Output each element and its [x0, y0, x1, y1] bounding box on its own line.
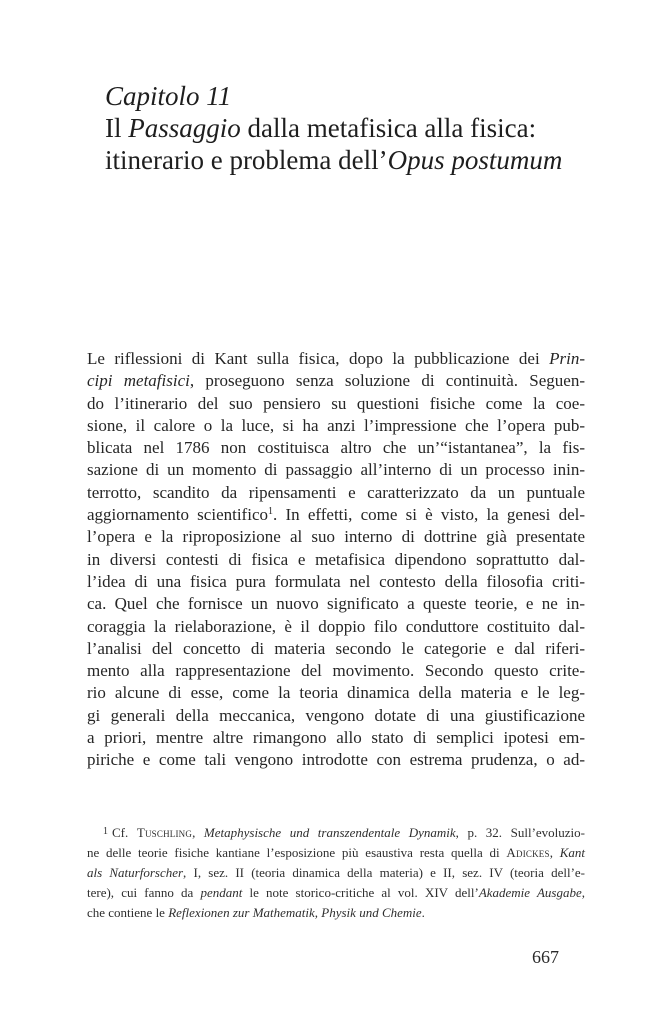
body-line: piriche e come tali vengono introdotte con estrema prudenza, o ad- [87, 750, 585, 770]
footnote-number: 1 [103, 826, 108, 837]
body-line: a priori, mentre altre rimangono allo stato di semplici ipotesi em- [87, 728, 585, 748]
body-line: do l’itinerario del suo pensiero su questioni fisiche come la coe- [87, 393, 585, 413]
body-line: aggiornamento scientifico$^1$. In effetti, come si è visto, la genesi del- [87, 505, 586, 525]
body-line: terrotto, scandito da ripensamenti e caratterizzato da un puntuale [87, 482, 585, 502]
chapter-title-line-1: Il Passaggio dalla metafisica alla fisica: [105, 113, 537, 143]
body-line: coraggia la rielaborazione, è il doppio filo conduttore costituito dal- [87, 616, 585, 636]
footnote-line: als Naturforscher, I, sez. II (teoria dinamica della materia) e II, sez. IV (teoria dell’e- [87, 865, 585, 880]
chapter-heading [105, 80, 625, 176]
footnote-line: che contiene le Reflexionen zur Mathematik, Physik und Chemie. [87, 905, 425, 920]
footnote [87, 823, 585, 923]
body-line: ca. Quel che fornisce un nuovo significato a queste teorie, e ne in- [87, 594, 585, 614]
body-line: blicata nel 1786 non costituisca altro che un’“istantanea”, la fis- [87, 438, 585, 458]
body-line: sione, il calore o la luce, si ha anzi l’impressione che l’opera pub- [87, 415, 585, 435]
body-line: mento alla rappresentazione del movimento. Secondo questo crite- [87, 661, 585, 681]
body-line: rio alcune di esse, come la teoria dinamica della materia e le leg- [87, 683, 585, 703]
page-number: 667 [532, 947, 559, 967]
body-line: in diversi contesti di fisica e metafisica dipendono soprattutto dal- [87, 549, 585, 569]
body-line: l’idea di una fisica pura formulata nel contesto della filosofia criti- [87, 571, 585, 591]
body-paragraph [87, 348, 585, 772]
footnote-line: ne delle teorie fisiche kantiane l’esposizione più esaustiva resta quella di Adickes, Kant [87, 845, 586, 860]
chapter-label: Capitolo 11 [105, 81, 232, 111]
body-line: l’opera e la riproposizione al suo interno di dottrine già presentate [87, 527, 585, 547]
body-line: gi generali della meccanica, vengono dotate di una giustificazione [87, 705, 585, 725]
footnote-reference[interactable]: 1 [268, 506, 273, 518]
footnote-line: tere), cui fanno da pendant le note storico-critiche al vol. XIV dell’Akademie Ausgabe, [87, 885, 586, 900]
body-line: Le riflessioni di Kant sulla fisica, dopo la pubblicazione dei Prin- [87, 349, 585, 368]
body-line: l’analisi del concetto di materia secondo le categorie e dal riferi- [87, 638, 585, 658]
footnote-line: $^1$ Cf. Tuschling, Metaphysische und transzendentale Dynamik, p. 32. Sull’evoluzio- [103, 825, 585, 840]
body-line: cipi metafisici, proseguono senza soluzione di continuità. Seguen- [87, 371, 585, 391]
chapter-title-line-2: itinerario e problema dell’Opus postumum [105, 145, 563, 175]
body-line: sazione di un momento di passaggio all’interno di un processo inin- [87, 460, 585, 480]
